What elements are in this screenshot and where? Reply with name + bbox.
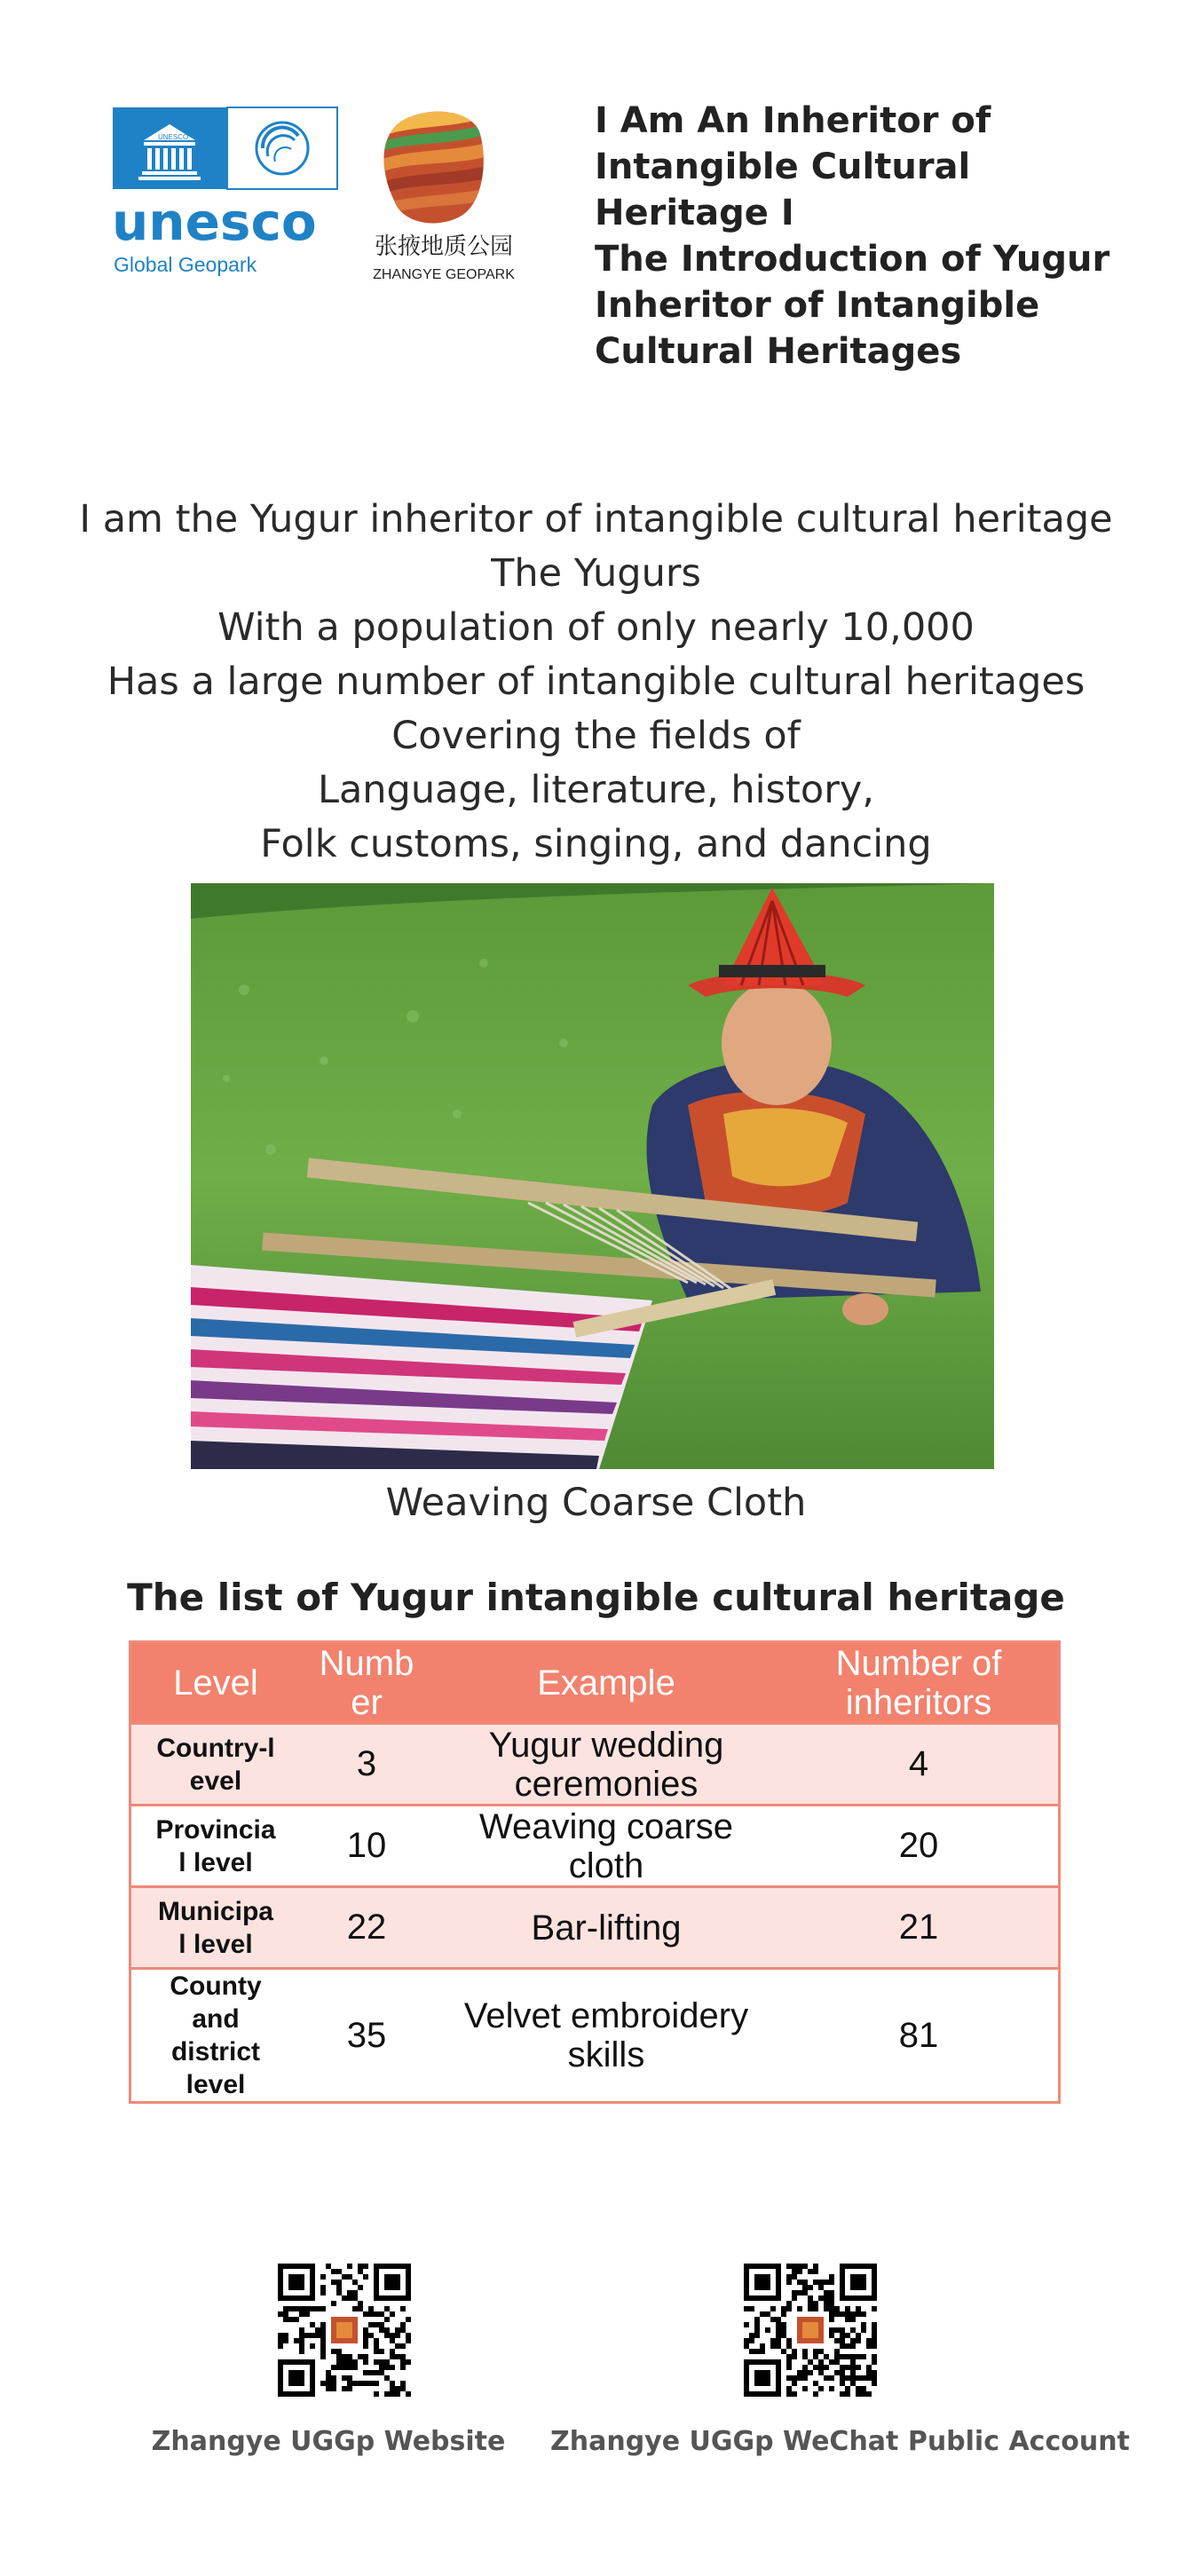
table-row (131, 1725, 1058, 1806)
row-level: Municipa l level (157, 1896, 273, 1959)
weaving-photo (191, 883, 994, 1469)
title-line: Intangible Cultural (595, 146, 971, 187)
table-row (131, 1806, 1058, 1888)
row-inheritors: 21 (898, 1908, 939, 1947)
intro-line: Covering the fields of (391, 714, 801, 758)
row-level: Country-l evel (156, 1733, 275, 1796)
intro-line: I am the Yugur inheritor of intangible cultural heritage (79, 497, 1113, 541)
header-number: Numb er (319, 1643, 414, 1722)
intro-line: The Yugurs (491, 551, 701, 596)
row-inheritors: 4 (908, 1744, 929, 1783)
title-line: Cultural Heritages (595, 331, 962, 372)
header-level: Level (173, 1663, 258, 1703)
row-number: 10 (346, 1826, 387, 1865)
geopark-english-name: ZHANGYE GEOPARK (373, 267, 515, 282)
unesco-global-geopark-logo (112, 107, 339, 281)
row-level: County and district level (170, 1972, 262, 2099)
row-example: Weaving coarse cloth (478, 1806, 734, 1885)
row-example: Velvet embroidery skills (463, 1996, 749, 2074)
row-inheritors: 20 (898, 1826, 939, 1865)
row-example: Yugur wedding ceremonies (488, 1725, 724, 1804)
intro-line: Has a large number of intangible cultural heritages (107, 660, 1085, 704)
photo-caption: Weaving Coarse Cloth (385, 1481, 807, 1525)
website-label: Zhangye UGGp Website (151, 2426, 506, 2457)
row-level: Provincia l level (155, 1814, 276, 1877)
row-number: 22 (346, 1908, 387, 1947)
unesco-wordmark: unesco (112, 192, 317, 252)
table-header-row (131, 1643, 1058, 1725)
heritage-table (129, 1640, 1061, 2104)
header-inheritors: Number of inheritors (835, 1643, 1002, 1722)
intro-line: Language, literature, history, (318, 768, 874, 812)
wechat-qr-code[interactable] (744, 2264, 877, 2397)
row-example: Bar-lifting (531, 1908, 682, 1948)
intro-line: Folk customs, singing, and dancing (260, 822, 932, 866)
title-line: The Introduction of Yugur (595, 239, 1110, 280)
row-number: 35 (346, 2015, 387, 2055)
table-row (131, 1970, 1058, 2101)
title-line: Inheritor of Intangible (595, 285, 1040, 326)
header-example: Example (537, 1663, 675, 1703)
svg-text:UNESCO: UNESCO (158, 133, 189, 141)
geopark-chinese-name: 张掖地质公园 (374, 233, 514, 260)
table-row (131, 1888, 1058, 1970)
zhangye-geopark-logo (355, 105, 533, 282)
wechat-label: Zhangye UGGp WeChat Public Account (550, 2426, 1130, 2457)
title-line: I Am An Inheritor of (595, 100, 991, 141)
title-line: Heritage I (595, 193, 794, 233)
row-number: 3 (356, 1744, 377, 1783)
row-inheritors: 81 (898, 2015, 939, 2055)
unesco-subtitle: Global Geopark (114, 253, 257, 276)
intro-line: With a population of only nearly 10,000 (217, 605, 975, 650)
website-qr-code[interactable] (278, 2264, 411, 2397)
intro-text (0, 493, 1192, 872)
table-title: The list of Yugur intangible cultural heritage (127, 1576, 1065, 1619)
page-title (595, 98, 1163, 375)
